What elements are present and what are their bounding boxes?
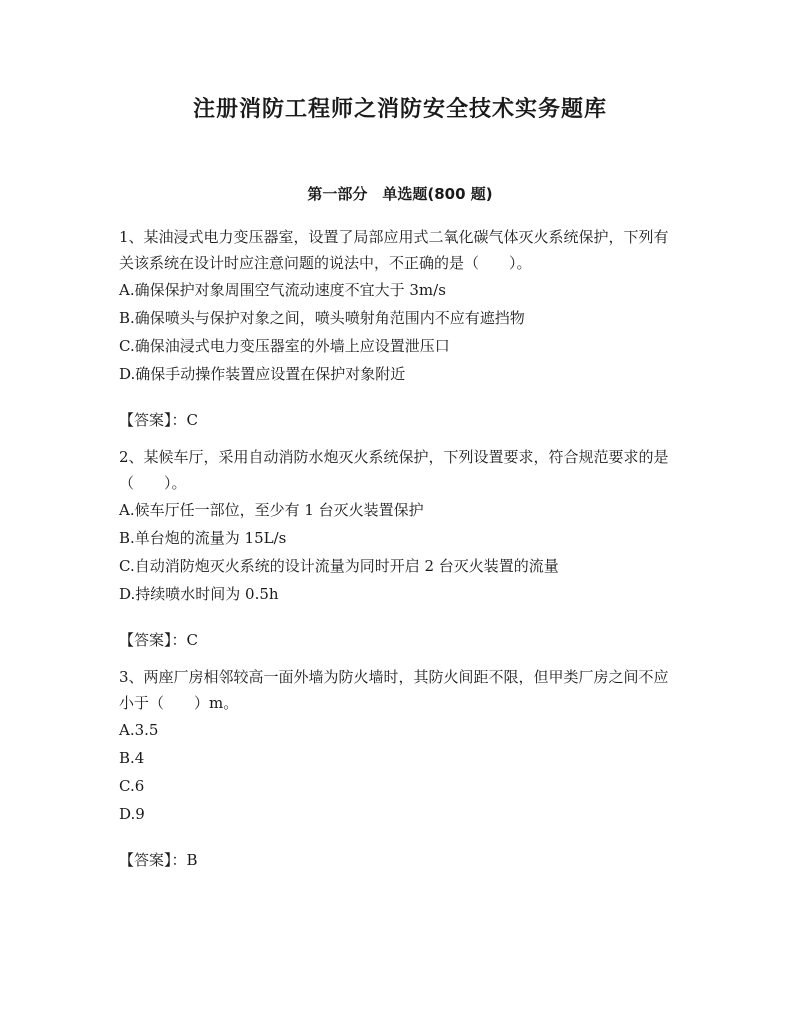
answer-line: 【答案】：B xyxy=(119,851,198,869)
option-d: D.持续喷水时间为 0.5h xyxy=(119,585,279,603)
option-a: A.候车厅任一部位，至少有 1 台灭火装置保护 xyxy=(119,501,424,519)
option-d: D.9 xyxy=(119,805,145,823)
option-b: B.确保喷头与保护对象之间，喷头喷射角范围内不应有遮挡物 xyxy=(119,309,525,327)
question-3 xyxy=(119,664,681,874)
question-1 xyxy=(119,224,681,434)
option-a: A.3.5 xyxy=(119,721,159,739)
question-stem: 2、某候车厅，采用自动消防水炮灭火系统保护，下列设置要求，符合规范要求的是（ ）。 xyxy=(119,448,669,492)
option-c: C.自动消防炮灭火系统的设计流量为同时开启 2 台灭火装置的流量 xyxy=(119,557,559,575)
option-c: C.确保油浸式电力变压器室的外墙上应设置泄压口 xyxy=(119,337,450,355)
question-2 xyxy=(119,444,681,654)
option-d: D.确保手动操作装置应设置在保护对象附近 xyxy=(119,365,406,383)
question-stem: 3、两座厂房相邻较高一面外墙为防火墙时，其防火间距不限，但甲类厂房之间不应小于（ ）m。 xyxy=(119,668,669,712)
option-c: C.6 xyxy=(119,777,145,795)
question-list xyxy=(119,224,681,884)
document-title: 注册消防工程师之消防安全技术实务题库 xyxy=(192,97,607,122)
option-a: A.确保保护对象周围空气流动速度不宜大于 3m/s xyxy=(119,281,446,299)
answer-line: 【答案】：C xyxy=(119,631,198,649)
option-b: B.4 xyxy=(119,749,145,767)
section-title: 第一部分 单选题(800 题) xyxy=(307,185,493,203)
option-b: B.单台炮的流量为 15L/s xyxy=(119,529,287,547)
answer-line: 【答案】：C xyxy=(119,411,198,429)
question-stem: 1、某油浸式电力变压器室，设置了局部应用式二氧化碳气体灭火系统保护，下列有关该系统在设计时应注意问题的说法中，不正确的是（ ）。 xyxy=(119,228,669,272)
